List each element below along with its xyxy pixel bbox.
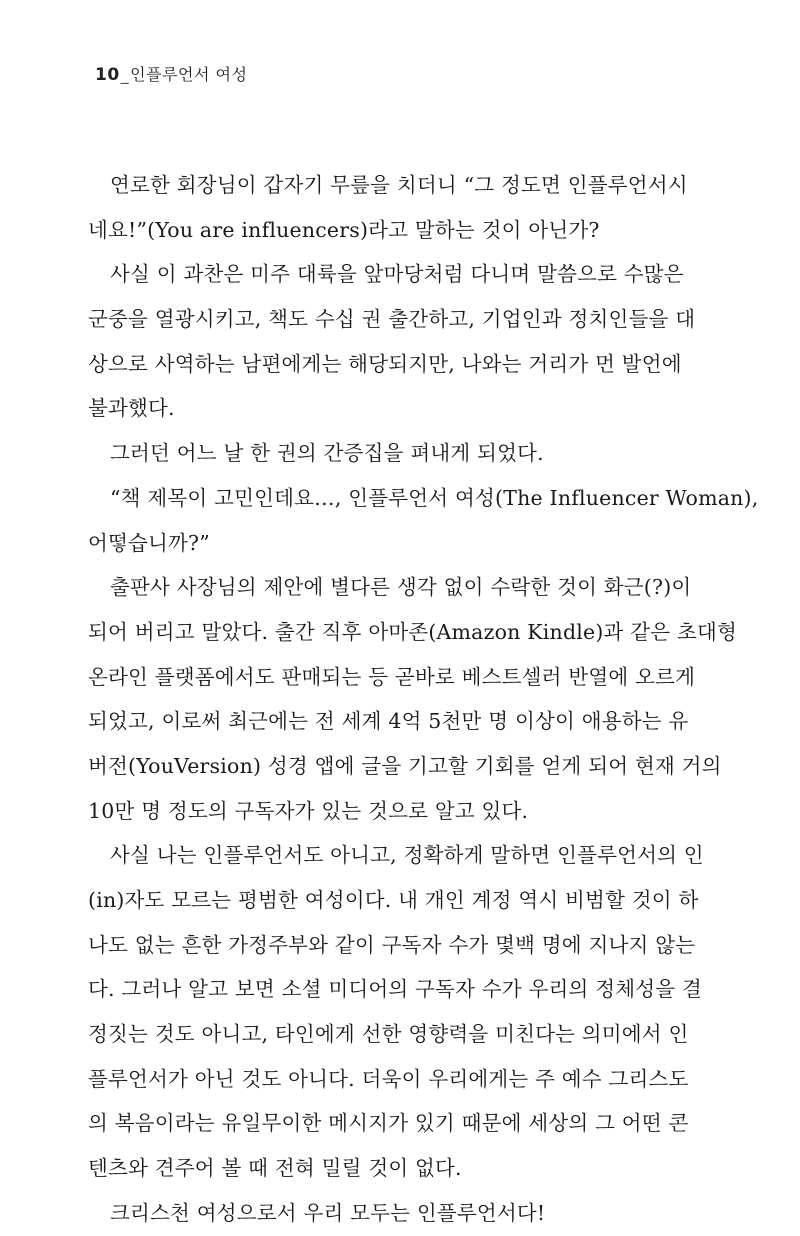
text-line: 그러던 어느 날 한 권의 간증집을 펴내게 되었다. <box>110 441 544 466</box>
text-line: 정짓는 것도 아니고, 타인에게 선한 영향력을 미친다는 의미에서 인 <box>88 1022 689 1047</box>
text-line: 어떻습니까?” <box>88 530 210 555</box>
text-line: 나도 없는 흔한 가정주부와 같이 구독자 수가 몇백 명에 지나지 않는 <box>88 932 696 957</box>
text-line: 출판사 사장님의 제안에 별다른 생각 없이 수락한 것이 화근(?)이 <box>110 575 692 600</box>
text-line: 사실 이 과찬은 미주 대륙을 앞마당처럼 다니며 말씀으로 수많은 <box>110 262 684 287</box>
text-line: “책 제목이 고민인데요…, 인플루언서 여성(The Influencer Woman), <box>110 485 759 510</box>
body-text <box>88 163 759 1236</box>
text-line: 상으로 사역하는 남편에게는 해당되지만, 나와는 거리가 먼 발언에 <box>88 351 682 376</box>
text-line: 온라인 플랫폼에서도 판매되는 등 곧바로 베스트셀러 반열에 오르게 <box>88 664 696 689</box>
text-line: 군중을 열광시키고, 책도 수십 권 출간하고, 기업인과 정치인들을 대 <box>88 307 696 332</box>
text-line: 불과했다. <box>88 396 175 421</box>
text-line: 되었고, 이로써 최근에는 전 세계 4억 5천만 명 이상이 애용하는 유 <box>88 709 689 734</box>
text-line: 사실 나는 인플루언서도 아니고, 정확하게 말하면 인플루언서의 인 <box>110 843 704 868</box>
text-line: 텐츠와 견주어 볼 때 전혀 밀릴 것이 없다. <box>88 1156 462 1181</box>
header-separator: _ <box>120 65 130 84</box>
text-line: (in)자도 모르는 평범한 여성이다. 내 개인 계정 역시 비범할 것이 하 <box>88 888 699 912</box>
text-line: 플루언서가 아닌 것도 아니다. 더욱이 우리에게는 주 예수 그리스도 <box>88 1066 689 1091</box>
text-line: 10만 명 정도의 구독자가 있는 것으로 알고 있다. <box>88 798 529 823</box>
text-line: 연로한 회장님이 갑자기 무릎을 치더니 “그 정도면 인플루언서시 <box>110 173 688 197</box>
text-line: 크리스천 여성으로서 우리 모두는 인플루언서다! <box>110 1200 546 1225</box>
book-title: 인플루언서 여성 <box>130 65 248 84</box>
text-line: 의 복음이라는 유일무이한 메시지가 있기 때문에 세상의 그 어떤 콘 <box>88 1111 689 1136</box>
text-line: 다. 그러나 알고 보면 소셜 미디어의 구독자 수가 우리의 정체성을 결 <box>88 977 702 1002</box>
text-line: 버전(YouVersion) 성경 앱에 글을 기고할 기회를 얻게 되어 현재 거의 <box>88 753 722 778</box>
running-header <box>95 62 247 85</box>
page-number: 10 <box>95 65 120 85</box>
text-line: 네요!”(You are influencers)라고 말하는 것이 아닌가? <box>88 217 600 242</box>
text-line: 되어 버리고 말았다. 출간 직후 아마존(Amazon Kindle)과 같은 초대형 <box>88 619 738 644</box>
